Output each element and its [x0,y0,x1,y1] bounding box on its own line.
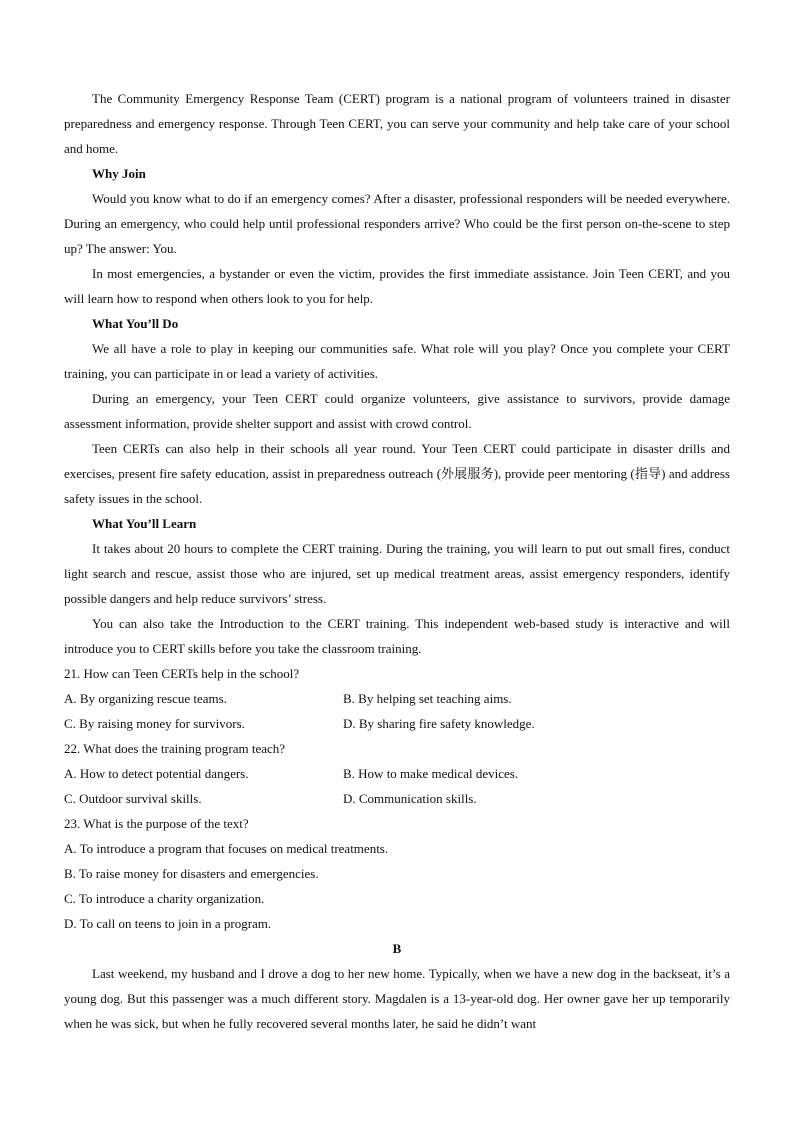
option-b: B. To raise money for disasters and emergencies. [64,866,319,881]
options-row [64,761,730,786]
question-23: 23. What is the purpose of the text? [64,816,249,831]
paragraph: Teen CERTs can also help in their schools all year round. Your Teen CERT could participate in disaster drills and exercises, present fire safety education, assist in preparedness outreach (外展服务), provide peer mentoring (指导) and address safety issues in the school. [64,441,730,506]
option-c: C. Outdoor survival skills. [64,791,202,806]
option-a: A. To introduce a program that focuses on medical treatments. [64,841,389,856]
option-d: D. Communication skills. [343,791,477,806]
passage-b-label: B [392,941,402,956]
paragraph: In most emergencies, a bystander or even the victim, provides the first immediate assistance. Join Teen CERT, and you will learn how to respond when others look to you for help. [64,266,730,306]
heading-why-join: Why Join [92,166,146,181]
option-c: C. By raising money for survivors. [64,716,245,731]
option-b: B. How to make medical devices. [343,766,519,781]
question-22: 22. What does the training program teach? [64,741,286,756]
document-page [64,86,730,1036]
passage-a-intro: The Community Emergency Response Team (CERT) program is a national program of volunteers trained in disaster preparedness and emergency response. Through Teen CERT, you can serve your community and help take care of your school and home. [64,91,730,156]
heading-what-youll-learn: What You’ll Learn [92,516,197,531]
option-b: B. By helping set teaching aims. [343,691,512,706]
options-row [64,686,730,711]
passage-b-paragraph: Last weekend, my husband and I drove a dog to her new home. Typically, when we have a new dog in the backseat, it’s a young dog. But this passenger was a much different story. Magdalen is a 13-year-old dog. Her owner gave her up temporarily when he was sick, but when he fully recovered several months later, he said he didn’t want [64,966,730,1031]
paragraph: During an emergency, your Teen CERT could organize volunteers, give assistance to survivors, provide damage assessment information, provide shelter support and assist with crowd control. [64,391,730,431]
options-row [64,711,730,736]
question-21: 21. How can Teen CERTs help in the school? [64,666,300,681]
paragraph: You can also take the Introduction to the CERT training. This independent web-based study is interactive and will introduce you to CERT skills before you take the classroom training. [64,616,730,656]
options-row [64,786,730,811]
paragraph: Would you know what to do if an emergency comes? After a disaster, professional responders will be needed everywhere. During an emergency, who could help until professional responders arrive? Who could be the first person on-the-scene to step up? The answer: You. [64,191,730,256]
option-a: A. By organizing rescue teams. [64,691,227,706]
option-d: D. To call on teens to join in a program. [64,916,272,931]
paragraph: It takes about 20 hours to complete the CERT training. During the training, you will learn to put out small fires, conduct light search and rescue, assist those who are injured, set up medical treatment areas, assist emergency responders, identify possible dangers and help reduce survivors’ stress. [64,541,730,606]
option-c: C. To introduce a charity organization. [64,891,265,906]
option-a: A. How to detect potential dangers. [64,766,249,781]
heading-what-youll-do: What You’ll Do [92,316,179,331]
paragraph: We all have a role to play in keeping our communities safe. What role will you play? Once you complete your CERT training, you can participate in or lead a variety of activities. [64,341,730,381]
option-d: D. By sharing fire safety knowledge. [343,716,535,731]
